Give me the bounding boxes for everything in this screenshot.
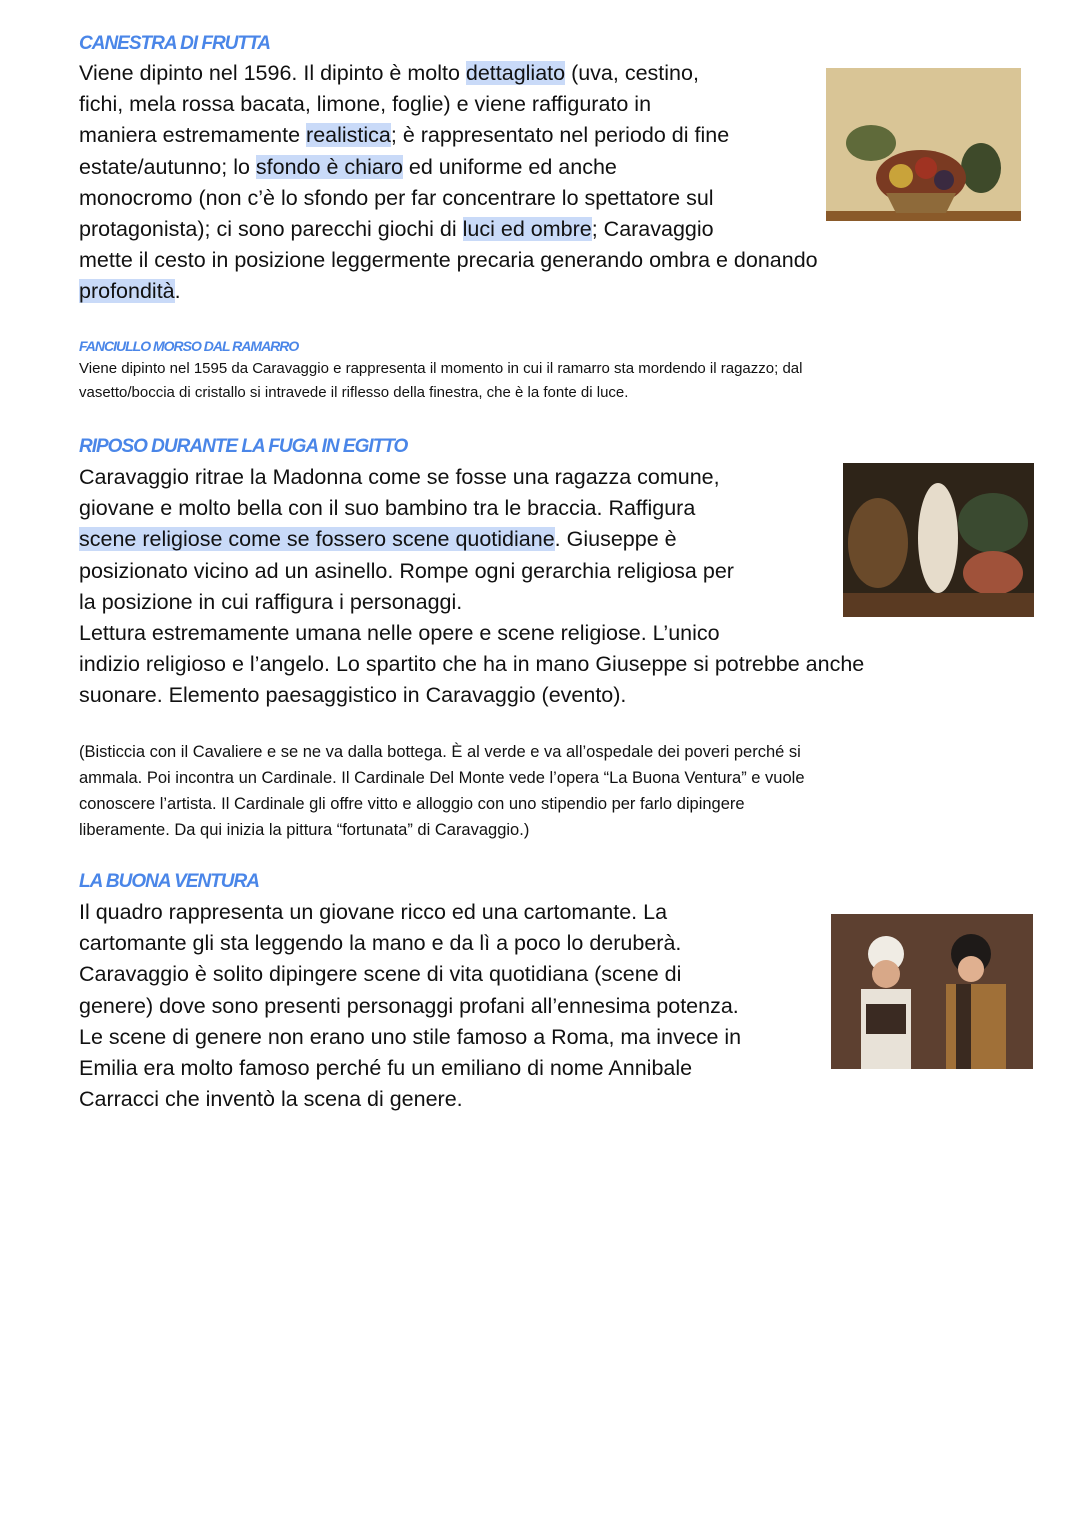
text-segment: . [174, 279, 181, 304]
text-segment: Viene dipinto nel 1595 da Caravaggio e rappresenta il momento in cui il ramarro sta mordendo il ragazzo; dal [79, 360, 803, 377]
text-segment: (Bisticcia con il Cavaliere e se ne va dalla bottega. È al verde e va all’ospedale dei poveri perché si [79, 743, 801, 761]
text-segment: conoscere l’artista. Il Cardinale gli offre vitto e alloggio con uno stipendio per farlo dipingere [79, 795, 745, 813]
text-segment: ed uniforme ed anche [402, 154, 617, 179]
text-line [79, 152, 818, 183]
text-line [79, 817, 805, 843]
text-line [79, 245, 818, 276]
parenthetical-note [79, 739, 805, 843]
section-body-fanciullo [79, 357, 802, 405]
text-line [79, 462, 864, 493]
text-segment: Le scene di genere non erano uno stile famoso a Roma, ma invece in [79, 1024, 742, 1049]
section-body-canestra [79, 58, 818, 308]
la-buona-ventura-image [831, 914, 1033, 1069]
highlighted-text: dettagliato [465, 61, 566, 85]
text-segment: ; Caravaggio [591, 216, 714, 241]
text-segment: Viene dipinto nel 1596. Il dipinto è molto [79, 61, 466, 85]
text-line [79, 991, 741, 1022]
section-body-riposo [79, 462, 864, 712]
text-segment: posizionato vicino ad un asinello. Rompe ogni gerarchia religiosa per [79, 558, 734, 583]
text-segment: ; è rappresentato nel periodo di fine [390, 123, 730, 148]
text-segment: Caravaggio è solito dipingere scene di vita quotidiana (scene di [79, 962, 682, 987]
text-segment: genere) dove sono presenti personaggi profani all’ennesima potenza. [79, 993, 739, 1018]
text-segment: cartomante gli sta leggendo la mano e da lì a poco lo deruberà. [79, 931, 682, 956]
text-segment: (uva, cestino, [565, 61, 699, 85]
text-line [79, 1022, 741, 1053]
text-line [79, 765, 805, 791]
text-line [79, 791, 805, 817]
text-segment: la posizione in cui raffigura i personaggi. [79, 589, 463, 614]
text-segment: vasetto/boccia di cristallo si intravede il riflesso della finestra, che è la fonte di luce. [79, 384, 629, 401]
text-segment: Carracci che inventò la scena di genere. [79, 1087, 463, 1112]
text-segment: Lettura estremamente umana nelle opere e scene religiose. L’unico [79, 620, 720, 645]
text-line [79, 680, 864, 711]
text-line [79, 183, 818, 214]
highlighted-text: luci ed ombre [462, 216, 592, 241]
section-title-buona-ventura: LA BUONA VENTURA [79, 871, 259, 892]
text-segment: maniera estremamente [79, 123, 307, 148]
riposo-durante-la-fuga-image [843, 463, 1034, 617]
text-line [79, 1084, 741, 1115]
text-line [79, 381, 802, 405]
text-segment: fichi, mela rossa bacata, limone, foglie) e viene raffigurato in [79, 92, 652, 117]
text-line [79, 357, 802, 381]
text-segment: indizio religioso e l’angelo. Lo spartito che ha in mano Giuseppe si potrebbe anche [79, 652, 865, 677]
highlighted-text: realistica [306, 123, 391, 148]
text-line [79, 649, 864, 680]
text-line [79, 1053, 741, 1084]
text-line [79, 120, 818, 151]
text-segment: Caravaggio ritrae la Madonna come se fosse una ragazza comune, [79, 465, 720, 489]
text-line [79, 739, 805, 765]
text-line [79, 556, 864, 587]
text-line [79, 959, 741, 990]
text-segment: liberamente. Da qui inizia la pittura “fortunata” di Caravaggio.) [79, 821, 530, 839]
highlighted-text: scene religiose come se fossero scene quotidiane [79, 527, 555, 552]
text-segment: suonare. Elemento paesaggistico in Caravaggio (evento). [79, 683, 627, 708]
text-segment: mette il cesto in posizione leggermente precaria generando ombra e donando [79, 248, 818, 273]
section-title-riposo: RIPOSO DURANTE LA FUGA IN EGITTO [79, 436, 408, 457]
text-line [79, 276, 818, 307]
text-segment: estate/autunno; lo [79, 154, 256, 179]
text-line [79, 493, 864, 524]
text-line [79, 618, 864, 649]
text-segment: ammala. Poi incontra un Cardinale. Il Cardinale Del Monte vede l’opera “La Buona Ventura” e vuole [79, 769, 805, 787]
text-segment: . Giuseppe è [554, 527, 677, 552]
section-body-buona-ventura [79, 897, 741, 1115]
highlighted-text: profondità [79, 279, 175, 304]
section-title-canestra: CANESTRA DI FRUTTA [79, 33, 270, 54]
text-line [79, 897, 741, 928]
text-segment: Il quadro rappresenta un giovane ricco ed una cartomante. La [79, 900, 668, 924]
text-line [79, 58, 818, 89]
text-segment: Emilia era molto famoso perché fu un emiliano di nome Annibale [79, 1055, 693, 1080]
text-line [79, 928, 741, 959]
text-line [79, 89, 818, 120]
text-segment: giovane e molto bella con il suo bambino tra le braccia. Raffigura [79, 496, 696, 521]
text-segment: monocromo (non c’è lo sfondo per far concentrare lo spettatore sul [79, 185, 714, 210]
text-line [79, 524, 864, 555]
canestra-di-frutta-image [826, 68, 1021, 221]
text-segment: protagonista); ci sono parecchi giochi di [79, 216, 463, 241]
text-line [79, 214, 818, 245]
section-title-fanciullo: FANCIULLO MORSO DAL RAMARRO [79, 338, 299, 354]
text-line [79, 587, 864, 618]
highlighted-text: sfondo è chiaro [255, 154, 403, 179]
